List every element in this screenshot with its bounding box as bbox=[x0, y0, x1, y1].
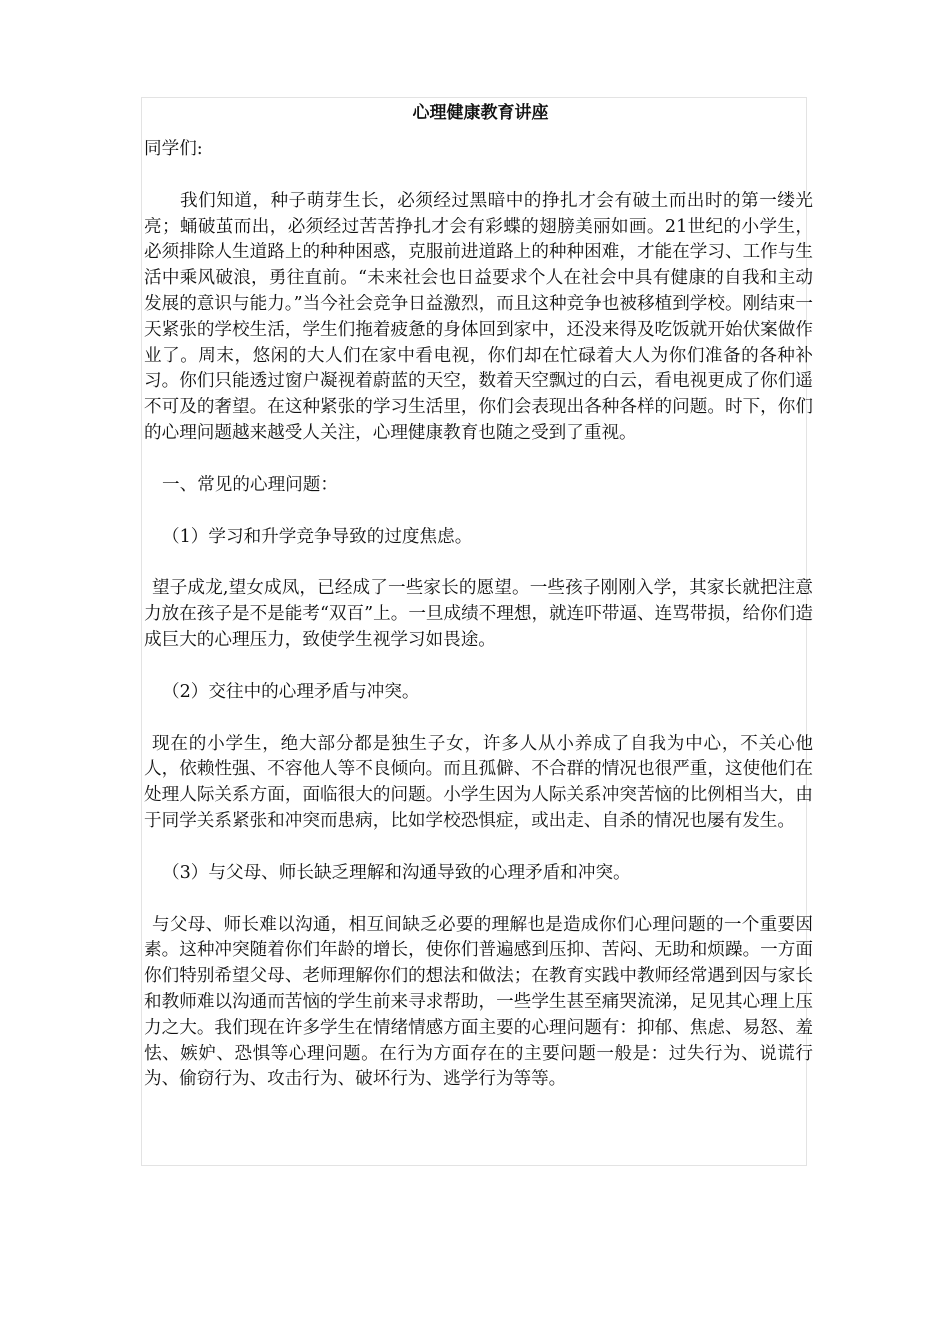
greeting: 同学们: bbox=[144, 139, 203, 159]
item-heading-social-conflict: （2）交往中的心理矛盾与冲突。 bbox=[162, 681, 420, 702]
item-paragraph-social-conflict: 现在的小学生，绝大部分都是独生子女，许多人从小养成了自我为中心，不关心他人，依赖性强、不容他人等不良倾向。而且孤僻、不合群的情况也很严重，这使他们在处理人际关系方面，面临很大的问题。小学生因为人际关系冲突苦恼的比例相当大，由于同学关系紧张和冲突而患病，比如学校恐惧症，或出走、自杀的情况也屡有发生。 bbox=[144, 733, 813, 831]
section-heading-common-problems: 一、常见的心理问题： bbox=[162, 474, 338, 495]
item-paragraph-communication: 与父母、师长难以沟通，相互间缺乏必要的理解也是造成你们心理问题的一个重要因素。这种冲突随着你们年龄的增长，使你们普遍感到压抑、苦闷、无助和烦躁。一方面你们特别希望父母、老师理解你们的想法和做法；在教育实践中教师经常遇到因与家长和教师难以沟通而苦恼的学生前来寻求帮助，一些学生甚至痛哭流涕，足见其心理上压力之大。我们现在许多学生在情绪情感方面主要的心理问题有：抑郁、焦虑、易怒、羞怯、嫉妒、恐惧等心理问题。在行为方面存在的主要问题一般是：过失行为、说谎行为、偷窃行为、攻击行为、破坏行为、逃学行为等等。 bbox=[144, 914, 813, 1090]
item-paragraph-anxiety: 望子成龙,望女成凤，已经成了一些家长的愿望。一些孩子刚刚入学，其家长就把注意力放在孩子是不是能考“双百”上。一旦成绩不理想，就连吓带逼、连骂带损，给你们造成巨大的心理压力，致使学生视学习如畏途。 bbox=[144, 578, 813, 650]
intro-paragraph: 我们知道，种子萌芽生长，必须经过黑暗中的挣扎才会有破土而出时的第一缕光亮；蛹破茧而出，必须经过苦苦挣扎才会有彩蝶的翅膀美丽如画。21世纪的小学生，必须排除人生道路上的种种困惑，克服前进道路上的种种困难，才能在学习、工作与生活中乘风破浪，勇往直前。“未来社会也日益要求个人在社会中具有健康的自我和主动发展的意识与能力。”当今社会竞争日益激烈，而且这种竞争也被移植到学校。刚结束一天紧张的学校生活，学生们拖着疲惫的身体回到家中，还没来得及吃饭就开始伏案做作业了。周末，悠闲的大人们在家中看电视，你们却在忙碌着大人为你们准备的各种补习。你们只能透过窗户凝视着蔚蓝的天空，数着天空飘过的白云，看电视更成了你们遥不可及的奢望。在这种紧张的学习生活里，你们会表现出各种各样的问题。时下，你们的心理问题越来越受人关注，心理健康教育也随之受到了重视。 bbox=[144, 190, 813, 443]
item-heading-anxiety: （1）学习和升学竞争导致的过度焦虑。 bbox=[162, 526, 473, 547]
item-heading-communication: （3）与父母、师长缺乏理解和沟通导致的心理矛盾和冲突。 bbox=[162, 862, 631, 883]
document-title: 心理健康教育讲座 bbox=[412, 103, 549, 123]
document-body bbox=[144, 100, 813, 1119]
